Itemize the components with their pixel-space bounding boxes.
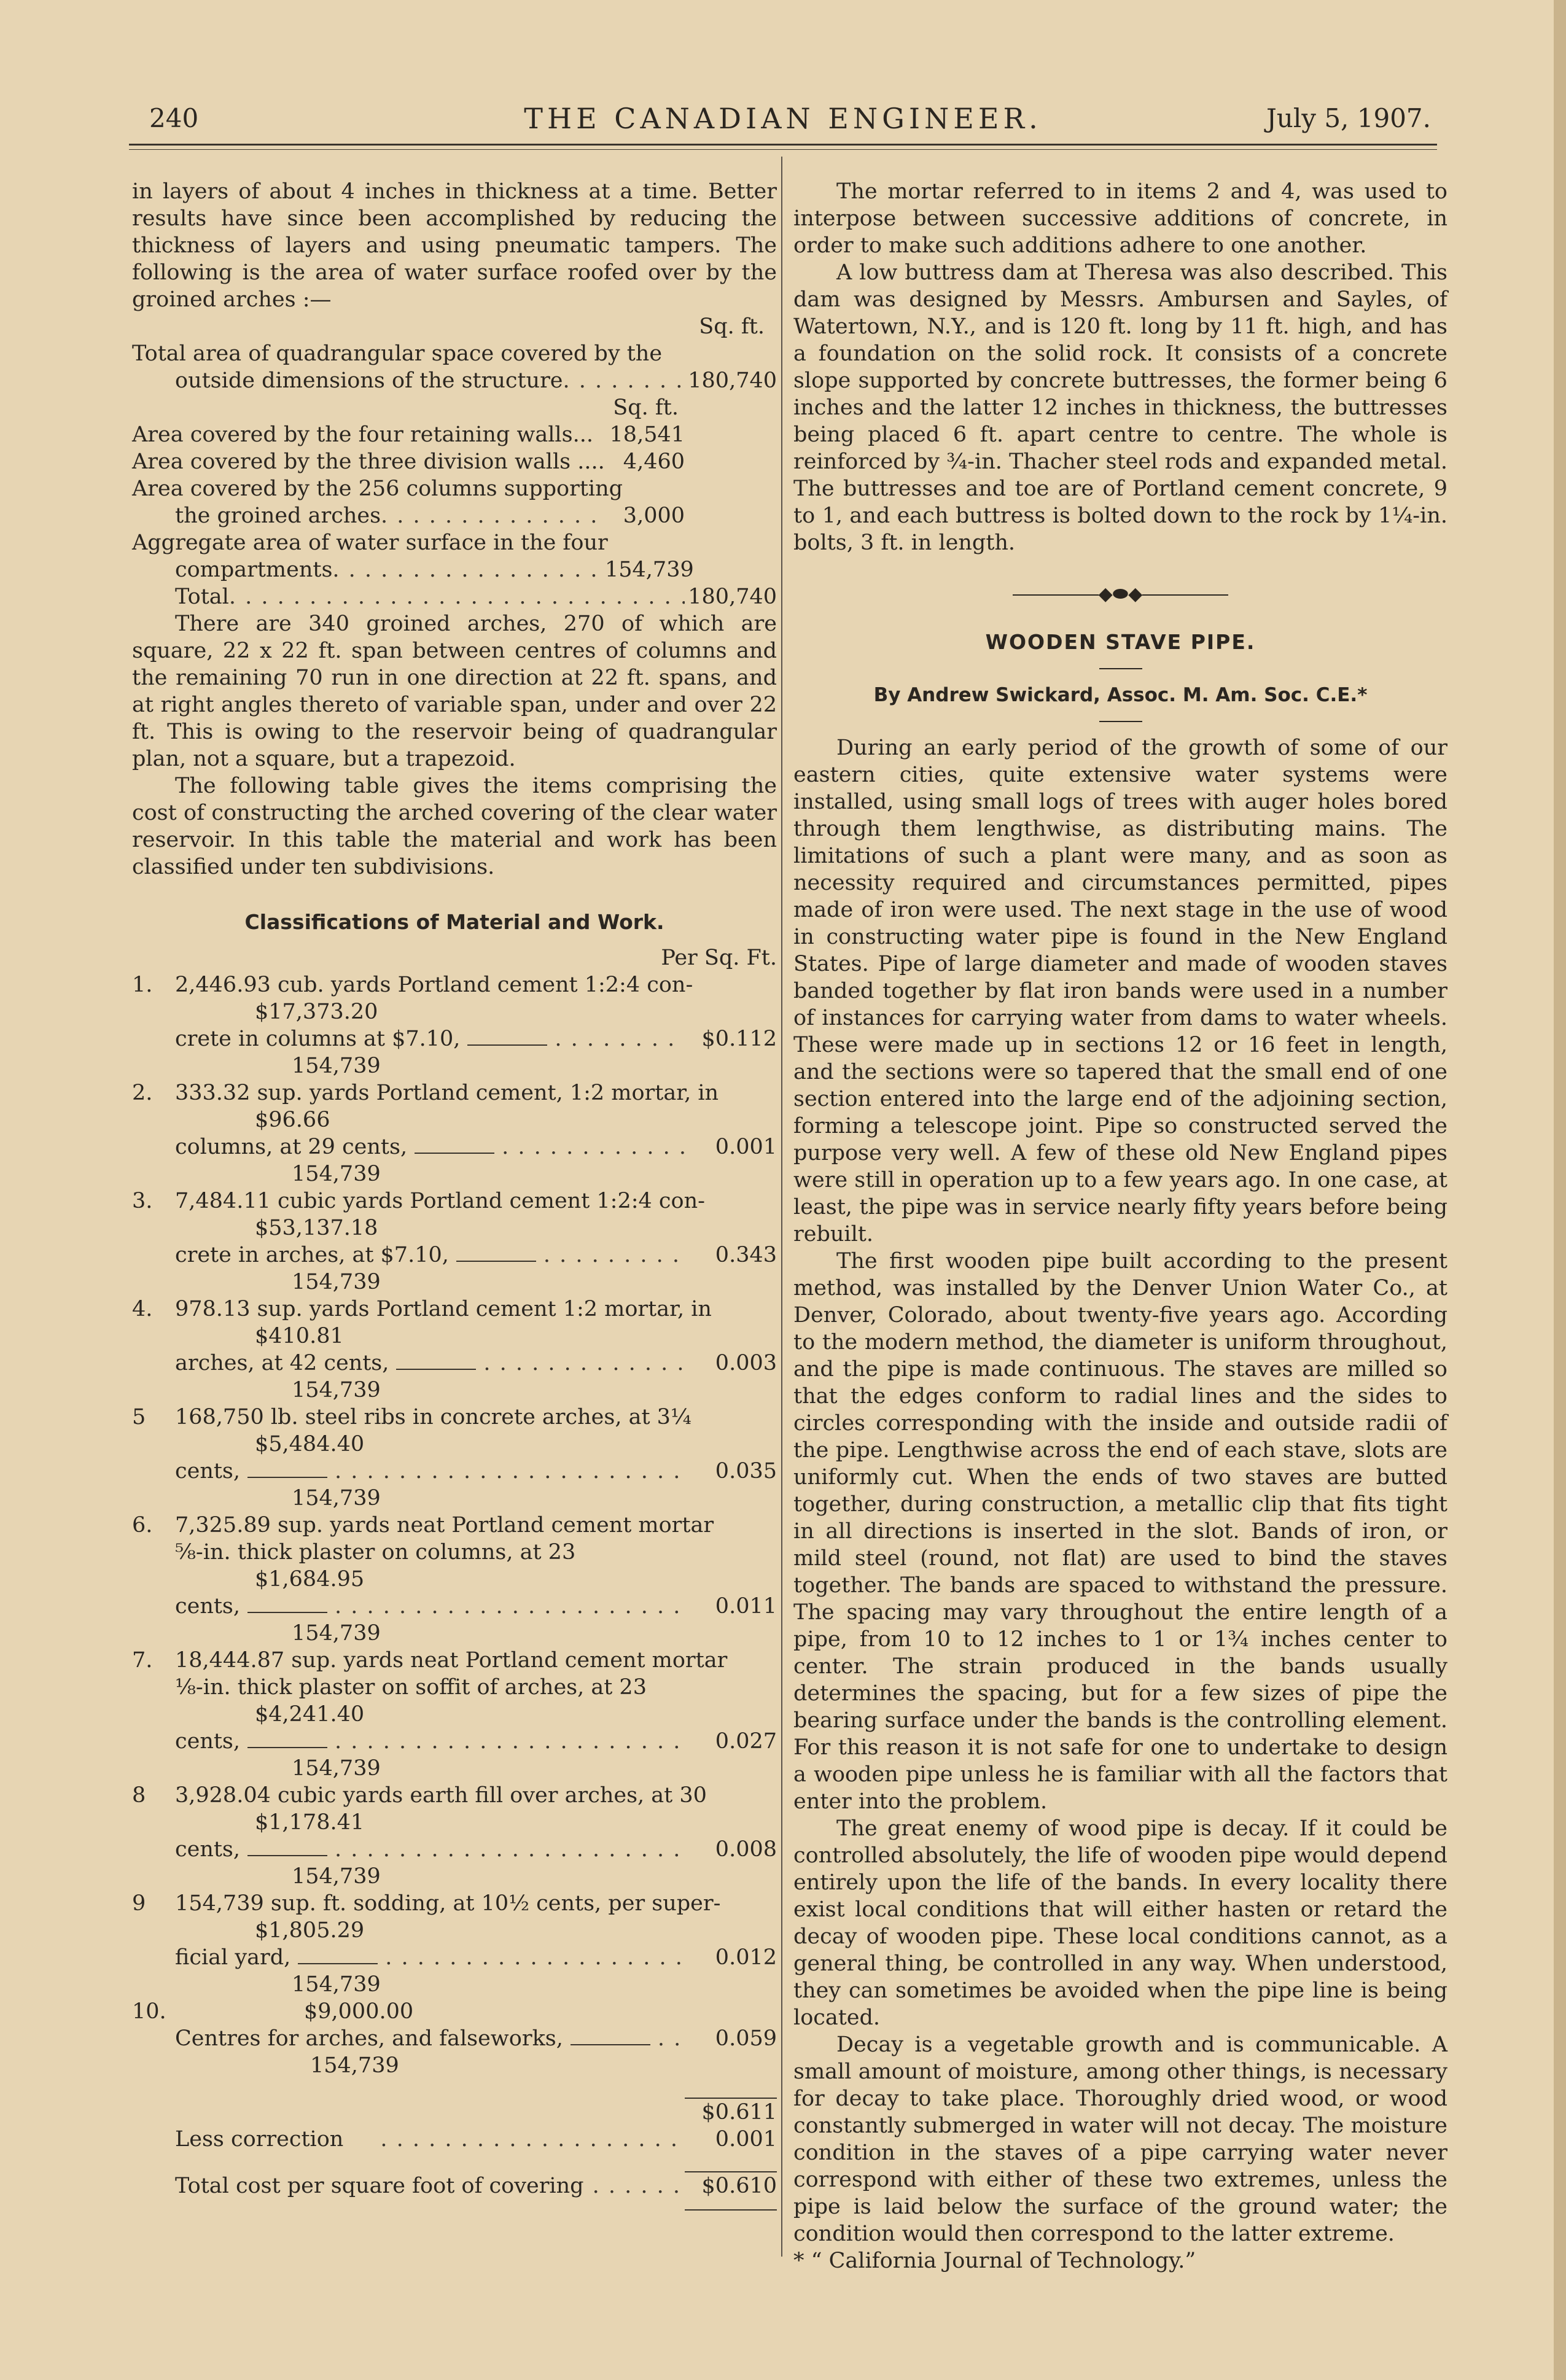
item-denominator: 154,739	[292, 1864, 381, 1889]
issue-date: July 5, 1907.	[1266, 103, 1431, 133]
item-denominator: 154,739	[292, 1270, 381, 1294]
fraction-bar	[467, 1044, 547, 1046]
item-denominator: 154,739	[292, 1378, 381, 1402]
article-title: WOODEN STAVE PIPE.	[985, 630, 1256, 654]
item-result: 0.011	[715, 1594, 777, 1619]
final-total-value: $0.610	[685, 2171, 777, 2199]
item-denominator: 154,739	[292, 1756, 381, 1781]
fraction-bar	[396, 1369, 476, 1370]
byline-rule	[1099, 721, 1142, 722]
area-value: 154,739	[605, 558, 694, 582]
item-description: 168,750 lb. steel ribs in concrete arches, at 3¼	[175, 1405, 691, 1429]
paragraph: A low buttress dam at Theresa was also described. This dam was designed by Messrs. Ambursen and Sayles, of Watertown, N.Y., and is 120 ft. long by 11 ft. high, and has a foundation on the solid rock. It consists of a concrete slope supported by concrete buttresses, the former being 6 inches and the latter 12 inches in thickness, the buttresses being placed 6 ft. apart centre to centre. The whole is reinforced by ¾-in. Thacher steel rods and expanded metal. The buttresses and toe are of Portland cement concrete, 9 to 1, and each buttress is bolted down to the rock by 1¼-in. bolts, 3 ft. in length.	[793, 260, 1447, 555]
total-row	[132, 583, 777, 610]
item-result: 0.001	[715, 1135, 777, 1159]
item-number: 1.	[132, 973, 153, 997]
item-row	[132, 1836, 777, 1863]
fraction-bar	[415, 1153, 494, 1154]
cost-item	[132, 1404, 777, 1512]
final-rule	[685, 2209, 777, 2211]
item-result: 0.008	[715, 1837, 777, 1862]
cost-item	[132, 1188, 777, 1296]
dot-leader	[335, 1593, 685, 1620]
paragraph: The first wooden pipe built according to the present method, was installed by the Denver Union Water Co., at Denver, Colorado, about twenty-five years ago. According to the modern method, the diameter is uniform throughout, and the pipe is made continuous. The staves are milled so that the edges conform to radial lines and the sides to circles corresponding with the inside and outside radii of the pipe. Lengthwise across the end of each stave, slots are uniformly cut. When the ends of two staves are butted together, during construction, a metallic clip that fits tight in all directions is inserted in the slot. Bands of iron, or mild steel (round, not flat) are used to bind the staves together. The bands are spaced to withstand the pressure. The spacing may vary throughout the entire length of a pipe, from 10 to 12 inches to 1 or 1¾ inches center to center. The strain produced in the bands usually determines the spacing, but for a few sizes of pipe the bearing surface under the bands is the controlling element. For this reason it is not safe for one to undertake to design a wooden pipe unless he is familiar with all the factors that enter into the problem.	[793, 1249, 1447, 1814]
item-label: cents,	[175, 1837, 241, 1862]
fraction-bar	[298, 1963, 378, 1964]
area-row	[132, 421, 777, 448]
item-numerator: $9,000.00	[304, 1999, 414, 2024]
item-number: 2.	[132, 1081, 153, 1105]
area-value: 180,740	[688, 368, 777, 393]
dot-leader	[335, 1728, 685, 1755]
page-number: 240	[149, 103, 199, 133]
item-result: $0.112	[701, 1027, 777, 1051]
total-label: Total	[175, 585, 229, 609]
item-denominator: 154,739	[292, 1972, 381, 1997]
item-description: 333.32 sup. yards Portland cement, 1:2 mortar, in	[175, 1081, 719, 1105]
fraction-bar	[247, 1747, 327, 1748]
dot-leader	[593, 2172, 685, 2199]
item-result: 0.343	[715, 1243, 777, 1267]
page-edge	[1554, 0, 1566, 2380]
left-column	[132, 178, 777, 2211]
unit-row	[132, 394, 777, 421]
item-row	[132, 1350, 777, 1377]
paragraph: in layers of about 4 inches in thickness at a time. Better results have since been accomplished by reducing the thickness of layers and using pneumatic tampers. The following is the area of water surface roofed over by the groined arches :—	[132, 179, 777, 312]
item-number: 4.	[132, 1297, 153, 1321]
correction-row	[132, 2126, 777, 2153]
total-value: 180,740	[688, 585, 777, 609]
item-label: cents,	[175, 1459, 241, 1484]
cost-item	[132, 1782, 777, 1890]
area-line: Area covered by the 256 columns supporting	[132, 476, 623, 501]
title-rule	[1099, 668, 1142, 669]
item-denominator: 154,739	[292, 1054, 381, 1078]
item-result: 0.035	[715, 1459, 777, 1484]
item-denominator: 154,739	[292, 1486, 381, 1511]
item-row	[132, 1458, 777, 1485]
area-label: Area covered by the three division walls ....	[132, 449, 605, 474]
table-title: Classifications of Material and Work.	[244, 910, 664, 934]
area-line: Aggregate area of water surface in the four	[132, 531, 608, 555]
item-row	[132, 1134, 777, 1161]
dot-leader	[380, 2126, 685, 2153]
fraction-bar	[247, 1477, 327, 1478]
dot-leader	[502, 1134, 685, 1161]
header-rule-top	[129, 144, 1437, 146]
item-label: columns, at 29 cents,	[175, 1135, 408, 1159]
item-denominator: 154,739	[310, 2053, 399, 2078]
area-row	[132, 502, 777, 529]
item-label: Centres for arches, and falseworks,	[175, 2026, 563, 2051]
item-row	[132, 1728, 777, 1755]
item-numerator: $4,241.40	[255, 1702, 365, 1727]
item-label: cents,	[175, 1729, 241, 1754]
item-description: 2,446.93 cub. yards Portland cement 1:2:4 con-	[175, 973, 693, 997]
item-description: 7,484.11 cubic yards Portland cement 1:2:4 con-	[175, 1189, 705, 1213]
subtotal-value: $0.611	[685, 2098, 777, 2126]
item-numerator: $53,137.18	[255, 1216, 378, 1240]
fraction-bar	[247, 1612, 327, 1613]
dot-leader	[332, 556, 605, 583]
item-numerator: $410.81	[255, 1324, 344, 1348]
item-result: 0.059	[715, 2026, 777, 2051]
item-denominator: 154,739	[292, 1162, 381, 1186]
final-total-row	[132, 2171, 777, 2199]
area-label: the groined arches	[175, 504, 381, 528]
cost-item	[132, 1647, 777, 1782]
item-description: 154,739 sup. ft. sodding, at 10½ cents, per super-	[175, 1891, 721, 1916]
item-row	[132, 1944, 777, 1971]
item-row	[132, 2025, 777, 2052]
item-number: 6.	[132, 1513, 153, 1538]
right-column	[793, 178, 1447, 2274]
area-line: Total area of quadrangular space covered by the	[132, 341, 663, 366]
area-label: outside dimensions of the structure	[175, 368, 563, 393]
cost-item	[132, 1890, 777, 1998]
paragraph: During an early period of the growth of some of our eastern cities, quite extensive water systems were installed, using small logs of trees with auger holes bored through them lengthwise, as distributing mains. The limitations of such a plant were many, and as soon as necessity required and circumstances permitted, pipes made of iron were used. The next stage in the use of wood in constructing water pipe is found in the New England States. Pipe of large diameter and made of wooden staves banded together by flat iron bands were used in a number of instances for carrying water from dams to water wheels. These were made up in sections 12 or 16 feet in length, and the sections were so tapered that the small end of one section entered into the large end of the adjoining section, forming a telescope joint. Pipe so constructed served the purpose very well. A few of these old New England pipes were still in operation up to a few years ago. In one case, at least, the pipe was in service nearly fifty years before being rebuilt.	[793, 736, 1447, 1246]
dot-leader	[658, 2025, 685, 2052]
area-row	[132, 448, 777, 475]
fraction-bar	[247, 1855, 327, 1856]
item-number: 5	[132, 1405, 146, 1429]
dot-leader	[335, 1836, 685, 1863]
footnote: * “ California Journal of Technology.”	[793, 2249, 1196, 2273]
item-result: 0.003	[715, 1351, 777, 1375]
cost-item	[132, 1998, 777, 2079]
area-value: 18,541	[609, 422, 685, 447]
item-numerator: $17,373.20	[255, 1000, 378, 1024]
article-byline: By Andrew Swickard, Assoc. M. Am. Soc. C.E.*	[873, 684, 1368, 706]
correction-label: Less correction	[175, 2127, 344, 2152]
item-label: ficial yard,	[175, 1945, 291, 1970]
item-row	[132, 1025, 777, 1052]
item-label: cents,	[175, 1594, 241, 1619]
subtotal-row	[132, 2098, 777, 2126]
item-numerator: $1,178.41	[255, 1810, 365, 1835]
dot-leader	[543, 1242, 685, 1269]
correction-value: 0.001	[715, 2127, 777, 2152]
item-denominator: 154,739	[292, 1621, 381, 1646]
paragraph: Decay is a vegetable growth and is communicable. A small amount of moisture, among other things, is necessary for decay to take place. Thoroughly dried wood, or wood constantly submerged in water will not decay. The moisture condition in the staves of a pipe carrying water never correspond with either of these two extremes, unless the pipe is laid below the surface of the ground water; the condition would then correspond to the latter extreme.	[793, 2032, 1447, 2246]
paragraph: The mortar referred to in items 2 and 4, was used to interpose between successive additions of concrete, in order to make such additions adhere to one another.	[793, 179, 1447, 258]
dot-leader	[483, 1350, 685, 1377]
cost-item	[132, 1079, 777, 1188]
area-row	[132, 367, 777, 394]
area-value: 4,460	[623, 449, 685, 474]
area-label: Area covered by the four retaining walls...	[132, 422, 593, 447]
item-description: 18,444.87 sup. yards neat Portland cement mortar	[175, 1648, 728, 1673]
header-rule-bottom	[129, 149, 1437, 150]
item-row	[132, 1242, 777, 1269]
final-total-label: Total cost per square foot of covering	[175, 2174, 584, 2198]
item-description: 978.13 sup. yards Portland cement 1:2 mortar, in	[175, 1297, 712, 1321]
item-description: 7,325.89 sup. yards neat Portland cement mortar	[175, 1513, 714, 1538]
item-number: 7.	[132, 1648, 153, 1673]
item-numerator: $1,684.95	[255, 1567, 365, 1592]
area-value: 3,000	[623, 504, 685, 528]
item-description: 3,928.04 cubic yards earth fill over arches, at 30	[175, 1783, 707, 1808]
item-numerator: $5,484.40	[255, 1432, 365, 1456]
item-result: 0.012	[715, 1945, 777, 1970]
paragraph: The following table gives the items comprising the cost of constructing the arched covering of the clear water reservoir. In this table the material and work has been classified under ten subdivisions.	[132, 774, 777, 879]
item-label: crete in columns at $7.10,	[175, 1027, 461, 1051]
item-numerator: $96.66	[255, 1108, 330, 1132]
item-number: 3.	[132, 1189, 153, 1213]
unit-label: Sq. ft.	[699, 314, 765, 339]
area-row	[132, 556, 777, 583]
journal-title: THE CANADIAN ENGINEER.	[524, 102, 1042, 135]
paragraph: There are 340 groined arches, 270 of which are square, 22 x 22 ft. span between centres of columns and the remaining 70 run in one direction at 22 ft. spans, and at right angles thereto of variable span, under and over 22 ft. This is owing to the reservoir being of quadrangular plan, not a square, but a trapezoid.	[132, 612, 777, 771]
item-result: 0.027	[715, 1729, 777, 1754]
item-label: arches, at 42 cents,	[175, 1351, 389, 1375]
paragraph: The great enemy of wood pipe is decay. If it could be controlled absolutely, the life of wooden pipe would depend entirely upon the life of the bands. In every locality there exist local conditions that will either hasten or retard the decay of wooden pipe. These local conditions cannot, as a general thing, be controlled in any way. When understood, they can sometimes be avoided when the pipe line is being located.	[793, 1816, 1447, 2030]
section-ornament: ◆⬬◆	[793, 581, 1447, 608]
cost-items	[132, 971, 777, 2079]
cost-item	[132, 1512, 777, 1647]
item-description: ⅝-in. thick plaster on columns, at 23	[175, 1540, 576, 1565]
item-number: 9	[132, 1891, 146, 1916]
dot-leader	[385, 1944, 685, 1971]
fraction-bar	[571, 2044, 650, 2045]
unit-label: Sq. ft.	[613, 395, 679, 420]
item-description: ⅛-in. thick plaster on soffit of arches, at 23	[175, 1675, 647, 1700]
dot-leader	[335, 1458, 685, 1485]
dot-leader	[381, 502, 605, 529]
per-unit-label: Per Sq. Ft.	[661, 946, 777, 970]
cost-item	[132, 1296, 777, 1404]
area-label: compartments	[175, 558, 333, 582]
cost-item	[132, 971, 777, 1079]
dot-leader	[229, 583, 685, 610]
column-divider	[781, 157, 782, 2257]
dot-leader	[555, 1025, 685, 1052]
item-numerator: $1,805.29	[255, 1918, 365, 1943]
item-label: crete in arches, at $7.10,	[175, 1243, 449, 1267]
item-number: 8	[132, 1783, 146, 1808]
dot-leader	[563, 367, 685, 394]
fraction-bar	[456, 1261, 536, 1262]
item-number: 10.	[132, 1999, 166, 2024]
item-row	[132, 1593, 777, 1620]
